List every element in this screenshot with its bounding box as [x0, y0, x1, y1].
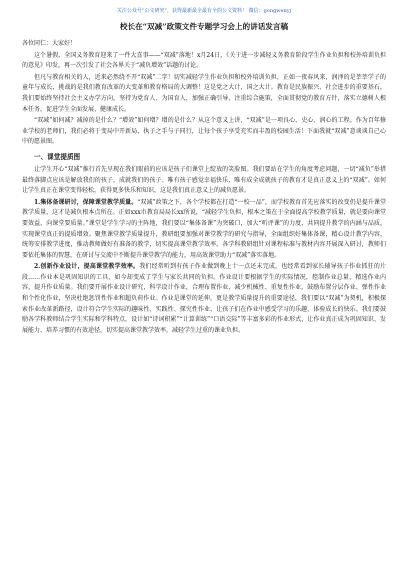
paragraph-policy: 但凡与教育相关的人，近来必然绕不开“双减”二字！切实减轻学生作业负担和校外培训负担，正如一夜春风来，润泽的是莘莘学子的童年与成长，挑战的是我们教育改革的大变革和教育格局的大调整！这是党之大计，国之大计。教育是民族振兴、社会进步的重要基石，我们要始终坚持社会主义办学方向，坚持为党育人、为国育人，加强正确引导，注重综合施策，全面贯彻党的教育方针，落实立德树人根本任务，促进学生全面发展、健康成长。 — [22, 73, 386, 113]
paragraph-homework — [22, 262, 386, 336]
promo-banner[interactable]: 关注公众号“公文研究”，获得最新最全最有全的公文资料！ 微信：gongwenyj — [116, 8, 292, 14]
paragraph-classroom: 让学生开心“双减”推行首先呈现在我们眼前的应该是孩子们课堂上绽放的笑脸图。我们要站在学生的角度考虑问题，一切“减负”举措最终落脚点应该是解放我们的孩子，成就我们的孩子。唯有孩子感觉幸福快乐，唯有成全成就孩子的教育才是真正意义上的“双减”。如何让学生真正在课堂变得轻松，获得更多快乐和知识，这是我们真正意义上的减负愿景。 — [22, 165, 386, 195]
paragraph-lesson-prep — [22, 198, 386, 262]
greeting: 各位同仁：大家好！ — [22, 40, 77, 47]
paragraph-text: 我们经常听到有孩子作业做到晚上十一点还未完成，也经常看到家长辅导孩子作业抓狂的片段……作业本是巩固知识的工具，如今却变成了学生与家长共同的负担。作业设计要根据学生的实际情况，控制作业总量，精选作业内容，提升作业质量。我们要开展作业设计研究，科学设计作业，合理布置作业，减少机械性、重复性作业，鼓励布置分层作业、弹性作业和个性化作业，坚决杜绝惩罚性作业和超负荷作业。作业是课堂的延伸，更是教学质量提升的重要途径，我们要以“双减”为契机，积极探索作业改革新路径，设计符合学生实际的趣味性、实践性、探究性作业，让孩子们在作业中感受学习的乐趣，体验成长的快乐。我们要鼓励各学科教师结合学生实际和学科特点，设计如“诗词积累”“计算训练”“口语交际”等丰富多彩的作业形式，让作业真正成为巩固知识、发展能力、培养习惯的有效途径，切实提高课堂教学效率，减轻学生过重的课业负担。 — [22, 263, 386, 334]
paragraph-lead: 2.创新作业设计，提高课堂教学效率。 — [34, 263, 140, 271]
section-heading-classroom: 一、课堂提质图 — [34, 152, 81, 161]
page-title: 校长在“双减”政策文件专题学习会上的讲话发言稿 — [119, 22, 289, 31]
paragraph-lead: 1.集体备课研讨，保障课堂教学质量。 — [34, 198, 138, 206]
paragraph-text: “双减”政策之下，各个学校都在打造“一校一品”，而学校教育首先应落实的改变仍是提升课堂教学质量，这才是减负根本点所在。正如xxx市教育局局长xx所说，“减轻学生负担，根本之策在于全面提高学校教学质量，就是要向课堂要效益，向课堂要质量。”课堂是学生学习的主阵地，我们要以“集体备课”为突破口，加大“听评课”的力度，共同提升教学的内涵与品质，实现课堂真正的提质增效。聚焦课堂教学质量提升，教研组要加强对课堂教学的研究与指导，全面组织好集体备课，精心设计教学内容，统筹安排教学进度，推动教师做好有准备的教学，切实提高课堂教学效率。各学科教研组针对课程标准与教材内容开展深入研讨，教师们要依托集体的智慧，在研讨与交流中不断提升课堂教学的能力，用高效课堂助力“双减”落实落地。 — [22, 198, 386, 259]
paragraph-intro: 这个暑假，全国义务教育迎来了一件大喜事——“双减”落地！x月24日，《关于进一步减轻义务教育阶段学生作业负担和校外培训负担的意见》印发，再一次引发了社会各界关于“减负增效”话题的讨论。 — [22, 51, 386, 70]
paragraph-vision: “双减”如何减？减掉的是什么？“增效”如何增？增的是什么？从这个意义上讲，“双减”是一项良心、史心、润心的工程。作为百年修业学校的老师们，我们必将于变局中开新局，执子之手与子同行，让每个孩子享受充实而丰盈的校园生活！下面我就“双减”意谈谈自己心中的愿景图。 — [22, 117, 386, 146]
